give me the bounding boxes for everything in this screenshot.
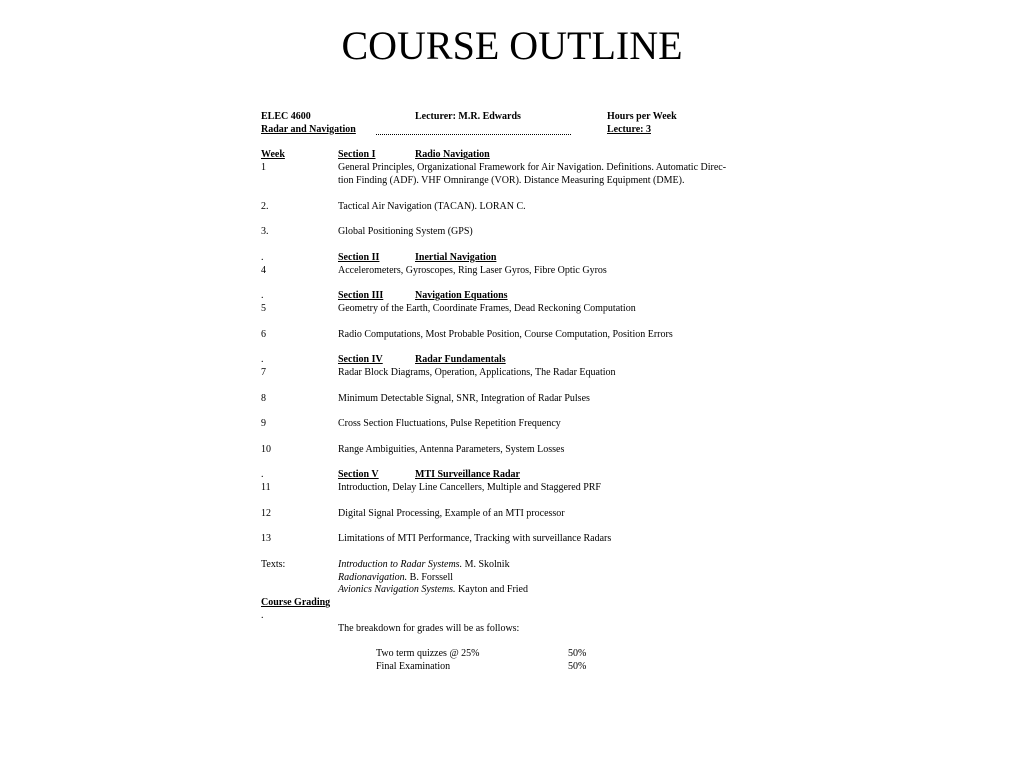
section-title: Radio Navigation <box>415 149 490 161</box>
week-topic: Accelerometers, Gyroscopes, Ring Laser Gyros, Fibre Optic Gyros <box>338 264 607 276</box>
texts-label: Texts: <box>261 558 286 570</box>
header-row-1 <box>261 111 781 124</box>
marker-dot: . <box>261 610 264 622</box>
grading-item <box>261 661 781 674</box>
week-topic: Minimum Detectable Signal, SNR, Integration of Radar Pulses <box>338 392 590 404</box>
week-topic: Introduction, Delay Line Cancellers, Multiple and Staggered PRF <box>338 482 601 494</box>
text-author: Kayton and Fried <box>458 584 528 596</box>
grading-item <box>261 648 781 661</box>
grading-item-name: Two term quizzes @ 25% <box>376 648 480 660</box>
marker-row <box>261 610 781 623</box>
course-name: Radar and Navigation <box>261 123 356 135</box>
week-number: 5 <box>261 302 266 314</box>
section-header <box>261 354 781 367</box>
course-outline-document <box>261 111 781 674</box>
week-row <box>261 265 781 278</box>
grading-intro-row <box>261 623 781 636</box>
week-row <box>261 201 781 214</box>
week-number: 8 <box>261 392 266 404</box>
text-reference <box>261 572 781 585</box>
marker-dot: . <box>261 354 264 366</box>
week-row <box>261 162 781 175</box>
grading-item-weight: 50% <box>568 648 587 660</box>
week-topic: Radio Computations, Most Probable Position, Course Computation, Position Errors <box>338 328 673 340</box>
week-number: 1 <box>261 162 266 174</box>
section-label: Section III <box>338 290 384 302</box>
week-row <box>261 444 781 457</box>
week-topic: Digital Signal Processing, Example of an MTI processor <box>338 507 565 519</box>
grading-item-name: Final Examination <box>376 661 451 673</box>
section-header <box>261 149 781 162</box>
marker-dot: . <box>261 251 264 263</box>
week-number: 7 <box>261 366 266 378</box>
week-row <box>261 482 781 495</box>
week-number: 9 <box>261 418 266 430</box>
grading-heading-row <box>261 597 781 610</box>
week-topic: Cross Section Fluctuations, Pulse Repetition Frequency <box>338 418 561 430</box>
section-label: Section I <box>338 149 376 161</box>
week-row <box>261 393 781 406</box>
week-topic: Limitations of MTI Performance, Tracking with surveillance Radars <box>338 533 612 545</box>
week-topic: Tactical Air Navigation (TACAN). LORAN C. <box>338 200 526 212</box>
grading-heading: Course Grading <box>261 597 331 609</box>
week-topic: Geometry of the Earth, Coordinate Frames, Dead Reckoning Computation <box>338 302 636 314</box>
section-label: Section V <box>338 469 379 481</box>
week-number: 3. <box>261 226 269 238</box>
slide-title: COURSE OUTLINE <box>341 23 683 68</box>
section-label: Section II <box>338 251 380 263</box>
week-row <box>261 508 781 521</box>
section-label: Section IV <box>338 354 383 366</box>
week-row <box>261 329 781 342</box>
week-number: 11 <box>261 482 271 494</box>
week-number: 6 <box>261 328 266 340</box>
hours-label: Hours per Week <box>607 111 677 122</box>
text-reference <box>261 584 781 597</box>
week-number: 2. <box>261 200 269 212</box>
lecturer: Lecturer: M.R. Edwards <box>415 111 521 122</box>
week-topic: Radar Block Diagrams, Operation, Applications, The Radar Equation <box>338 366 616 378</box>
section-title: Radar Fundamentals <box>415 354 506 366</box>
header-row-2 <box>261 124 781 137</box>
week-number: 10 <box>261 443 271 455</box>
grading-intro: The breakdown for grades will be as follows: <box>338 622 520 634</box>
week-number: 12 <box>261 507 271 519</box>
section-title: MTI Surveillance Radar <box>415 469 520 481</box>
week-row <box>261 303 781 316</box>
text-author: M. Skolnik <box>464 558 510 570</box>
week-row-continued <box>261 175 781 188</box>
course-code: ELEC 4600 <box>261 111 311 122</box>
week-row <box>261 418 781 431</box>
week-topic: Range Ambiguities, Antenna Parameters, System Losses <box>338 443 565 455</box>
text-title: Introduction to Radar Systems. <box>338 558 463 570</box>
week-number: 13 <box>261 533 271 545</box>
grading-item-weight: 50% <box>568 661 587 673</box>
week-row <box>261 533 781 546</box>
section-header <box>261 252 781 265</box>
week-topic: General Principles, Organizational Framework for Air Navigation. Definitions. Automatic Direc- <box>338 162 727 174</box>
marker-dot: . <box>261 469 264 481</box>
text-author: B. Forssell <box>409 571 454 583</box>
lecture-hours: Lecture: 3 <box>607 123 651 135</box>
week-row <box>261 367 781 380</box>
dotted-rule <box>376 134 571 135</box>
week-row <box>261 226 781 239</box>
text-title: Avionics Navigation Systems. <box>338 584 456 596</box>
section-title: Navigation Equations <box>415 290 508 302</box>
section-title: Inertial Navigation <box>415 251 497 263</box>
week-topic: Global Positioning System (GPS) <box>338 226 473 238</box>
section-header <box>261 290 781 303</box>
text-title: Radionavigation. <box>338 571 408 583</box>
week-column-heading: Week <box>261 149 285 161</box>
week-number: 4 <box>261 264 266 276</box>
text-reference <box>261 559 781 572</box>
section-header <box>261 469 781 482</box>
week-topic: tion Finding (ADF). VHF Omnirange (VOR). Distance Measuring Equipment (DME). <box>338 174 685 186</box>
marker-dot: . <box>261 290 264 302</box>
